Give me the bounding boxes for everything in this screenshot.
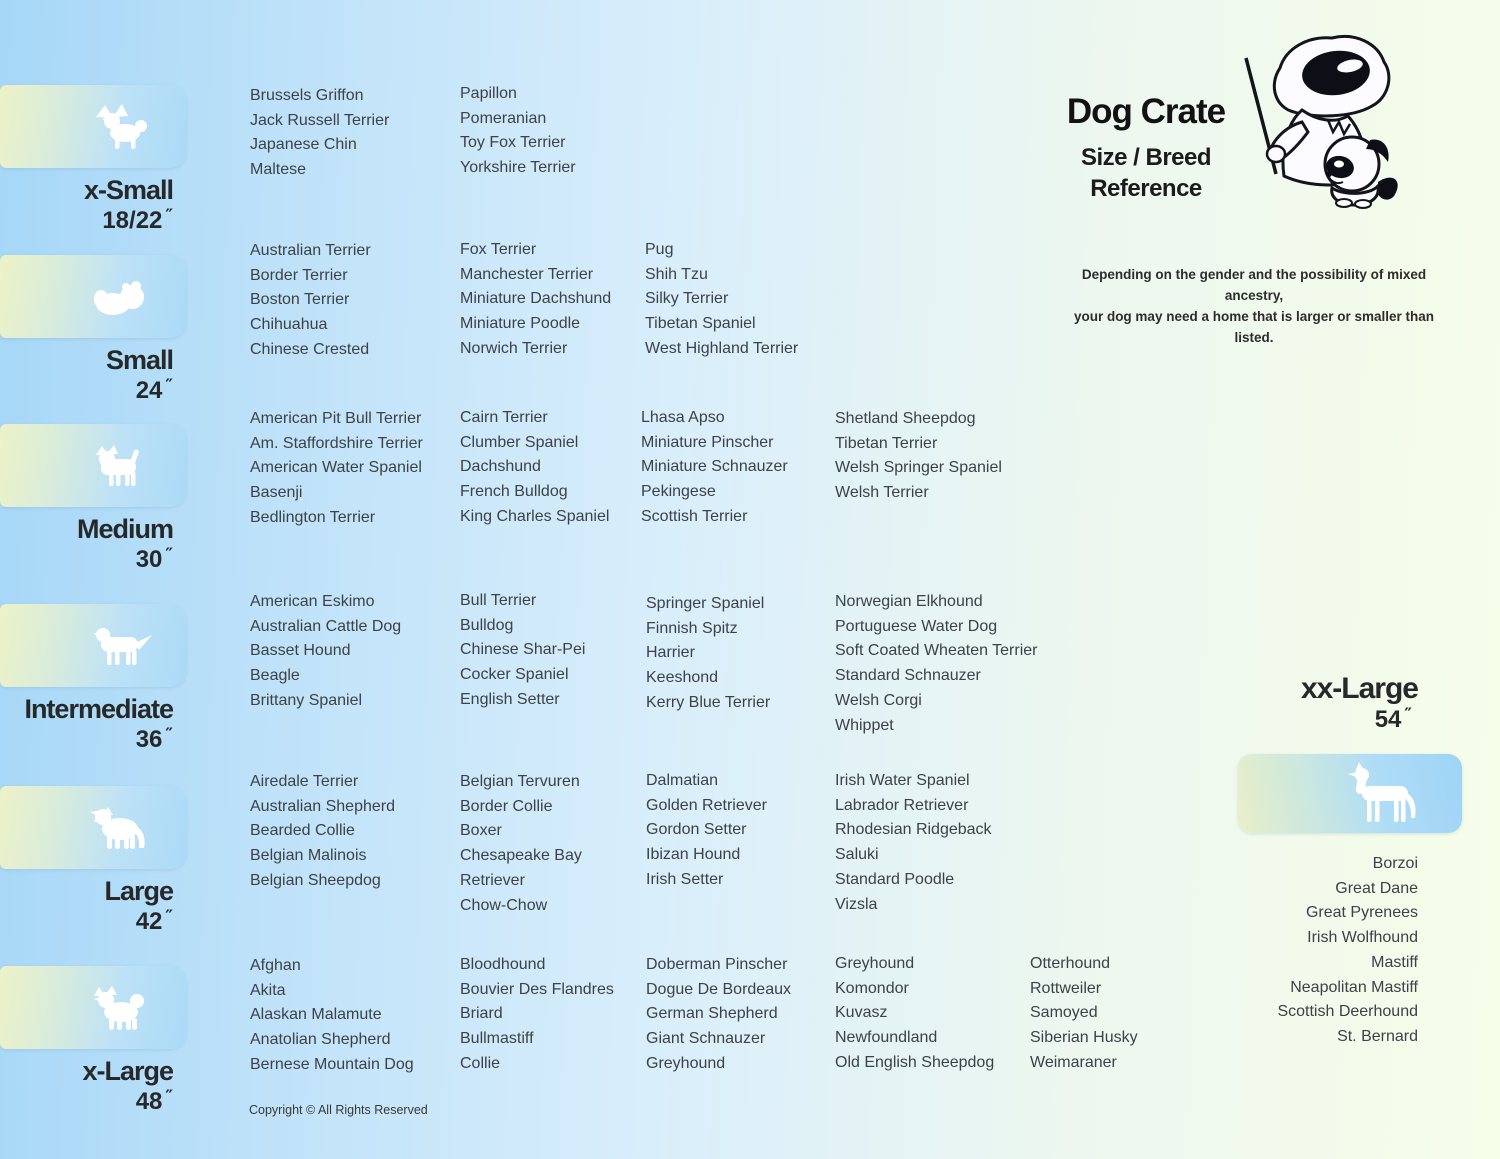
breed-name: Japanese Chin bbox=[250, 136, 357, 154]
breed-column-intermediate-1 bbox=[250, 590, 401, 714]
breed-name: Harrier bbox=[646, 644, 695, 662]
breed-column-medium-1 bbox=[250, 407, 423, 531]
breed-name: Old English Sheepdog bbox=[835, 1053, 995, 1071]
breed-name: Australian Cattle Dog bbox=[250, 617, 402, 635]
inch-mark: ″ bbox=[165, 725, 173, 745]
breed-name: Brittany Spaniel bbox=[250, 691, 363, 709]
breed-name: Brussels Griffon bbox=[250, 87, 364, 104]
breed-name: Clumber Spaniel bbox=[460, 433, 579, 451]
size-badge-x-large bbox=[0, 966, 186, 1049]
breed-name: Lhasa Apso bbox=[641, 409, 725, 426]
breed-name: Manchester Terrier bbox=[460, 265, 594, 283]
breed-column-intermediate-2 bbox=[460, 589, 585, 713]
breed-name: Neapolitan Mastiff bbox=[1290, 978, 1418, 996]
breed-name: Bullmastiff bbox=[460, 1030, 534, 1048]
size-badge-medium bbox=[0, 424, 186, 507]
breed-name: Scottish Terrier bbox=[641, 507, 748, 525]
breed-name: Papillon bbox=[460, 85, 517, 102]
size-inches: 36 ″ bbox=[135, 725, 173, 753]
breed-name: Pekingese bbox=[641, 483, 716, 501]
breed-name: Bedlington Terrier bbox=[250, 508, 376, 526]
breed-name: Jack Russell Terrier bbox=[250, 111, 390, 129]
breed-name: Scottish Deerhound bbox=[1277, 1003, 1418, 1021]
breed-name: Welsh Springer Spaniel bbox=[835, 459, 1002, 477]
size-label: Intermediate bbox=[24, 694, 173, 724]
breed-name: Norwich Terrier bbox=[460, 339, 568, 357]
breed-name: German Shepherd bbox=[646, 1005, 778, 1023]
breed-name: Rhodesian Ridgeback bbox=[835, 821, 992, 839]
breed-name: Chow-Chow bbox=[460, 896, 548, 914]
breed-name: Alaskan Malamute bbox=[250, 1006, 382, 1024]
breed-name: Dachshund bbox=[460, 458, 541, 476]
breed-column-small-1 bbox=[250, 239, 371, 363]
breed-name: Doberman Pinscher bbox=[646, 956, 788, 973]
breed-name: Bulldog bbox=[460, 616, 514, 634]
breed-name: Norwegian Elkhound bbox=[835, 593, 983, 610]
breed-name: Belgian Malinois bbox=[250, 847, 367, 865]
breed-name: Labrador Retriever bbox=[835, 796, 969, 814]
size-label: Medium bbox=[76, 514, 173, 544]
breed-name: Tibetan Terrier bbox=[835, 434, 938, 452]
size-label: Small bbox=[105, 345, 173, 375]
breed-name: Chinese Shar-Pei bbox=[460, 641, 586, 659]
breed-name: Irish Setter bbox=[646, 870, 724, 888]
breed-name: Weimaraner bbox=[1030, 1053, 1117, 1071]
inch-mark: ″ bbox=[165, 545, 173, 565]
breed-column-small-2 bbox=[460, 238, 611, 362]
breed-name: Miniature Poodle bbox=[460, 315, 581, 333]
size-inches: 18/22 ″ bbox=[102, 206, 173, 234]
breed-name: Kuvasz bbox=[835, 1004, 888, 1022]
breed-name: Belgian Tervuren bbox=[460, 773, 580, 790]
breed-name: Pomeranian bbox=[460, 109, 547, 127]
terrier-dog-icon bbox=[85, 442, 157, 490]
shepherd-dog-icon bbox=[85, 804, 157, 852]
size-inches: 24 ″ bbox=[135, 376, 173, 404]
breed-name: Boxer bbox=[460, 822, 502, 840]
breed-name: Finnish Spitz bbox=[646, 619, 738, 637]
breed-name: Dogue De Bordeaux bbox=[646, 980, 791, 998]
inch-mark: ″ bbox=[165, 907, 173, 927]
breed-name: Kerry Blue Terrier bbox=[646, 693, 771, 711]
breed-name: Otterhound bbox=[1030, 955, 1111, 972]
breed-column-large-4 bbox=[835, 769, 992, 917]
breed-name: Chihuahua bbox=[250, 316, 328, 334]
breed-name: Irish Wolfhound bbox=[1307, 929, 1418, 947]
breed-name: Siberian Husky bbox=[1030, 1029, 1138, 1047]
breed-name: Welsh Corgi bbox=[835, 691, 922, 709]
breed-name: Boston Terrier bbox=[250, 291, 350, 309]
breed-name: Saluki bbox=[835, 846, 879, 864]
breed-name: Gordon Setter bbox=[646, 821, 747, 839]
size-section-x-large bbox=[0, 966, 186, 1116]
breed-name: Belgian Sheepdog bbox=[250, 871, 381, 889]
breed-name: American Eskimo bbox=[250, 593, 375, 610]
breed-name: Newfoundland bbox=[835, 1029, 938, 1047]
breed-name: Borzoi bbox=[1372, 855, 1418, 872]
size-section-x-small bbox=[0, 85, 186, 235]
breed-name: Chinese Crested bbox=[250, 340, 370, 358]
breed-name: Keeshond bbox=[646, 669, 719, 687]
breed-name: Samoyed bbox=[1030, 1004, 1098, 1022]
breed-name: Bloodhound bbox=[460, 956, 546, 973]
breed-column-medium-3 bbox=[641, 406, 788, 530]
size-badge-intermediate bbox=[0, 604, 186, 687]
size-label: Large bbox=[104, 876, 173, 906]
breed-name: Australian Shepherd bbox=[250, 797, 395, 815]
breed-name: Ibizan Hound bbox=[646, 846, 741, 864]
breed-name: Whippet bbox=[835, 716, 894, 734]
breed-name: Anatolian Shepherd bbox=[250, 1031, 391, 1049]
breed-column-medium-4 bbox=[835, 407, 1002, 506]
size-badge-x-small bbox=[0, 85, 186, 168]
breed-name: Great Pyrenees bbox=[1305, 904, 1418, 922]
breed-name: Toy Fox Terrier bbox=[460, 134, 566, 152]
breed-name: Maltese bbox=[250, 161, 307, 179]
breed-name: Beagle bbox=[250, 667, 300, 685]
breed-column-x-large-2 bbox=[460, 953, 614, 1077]
breed-column-x-small-2 bbox=[460, 82, 576, 181]
breed-name: Yorkshire Terrier bbox=[460, 159, 576, 177]
breed-name: Miniature Dachshund bbox=[460, 290, 612, 308]
maltese-dog-icon bbox=[85, 273, 157, 321]
breed-name: Cairn Terrier bbox=[460, 409, 548, 426]
breed-name: Springer Spaniel bbox=[646, 595, 765, 612]
breed-name: Pug bbox=[645, 241, 674, 258]
poster-title: Dog Crate bbox=[1066, 92, 1226, 131]
inch-mark: ″ bbox=[165, 206, 173, 226]
breed-name: Welsh Terrier bbox=[835, 484, 929, 502]
inch-mark: ″ bbox=[165, 1087, 173, 1107]
breed-name: King Charles Spaniel bbox=[460, 507, 610, 525]
breed-name: Great Dane bbox=[1335, 879, 1418, 897]
breed-name: Am. Staffordshire Terrier bbox=[250, 434, 423, 452]
poster-subtitle: Size / Breed Reference bbox=[1080, 144, 1212, 202]
breed-name: Basenji bbox=[250, 484, 303, 502]
breed-name: Chesapeake Bay Retriever bbox=[460, 847, 582, 889]
breed-name: Shetland Sheepdog bbox=[835, 410, 976, 427]
breed-name: Rottweiler bbox=[1030, 979, 1102, 997]
breed-name: Greyhound bbox=[835, 955, 915, 972]
breed-column-x-small-1 bbox=[250, 84, 389, 183]
akita-dog-icon bbox=[85, 984, 157, 1032]
inch-mark: ″ bbox=[165, 376, 173, 396]
size-label: x-Large bbox=[82, 1056, 173, 1086]
size-label: x-Small bbox=[83, 175, 173, 205]
breed-column-intermediate-4 bbox=[835, 590, 1037, 738]
breed-name: Bernese Mountain Dog bbox=[250, 1055, 414, 1073]
breed-name: English Setter bbox=[460, 690, 560, 708]
breed-name: Cocker Spaniel bbox=[460, 666, 569, 684]
breed-column-x-large-4 bbox=[835, 952, 994, 1076]
breed-name: Golden Retriever bbox=[646, 796, 767, 814]
breed-name: Miniature Schnauzer bbox=[641, 458, 788, 476]
size-badge-small bbox=[0, 255, 186, 338]
breed-name: St. Bernard bbox=[1337, 1027, 1418, 1045]
breed-column-x-large-3 bbox=[646, 953, 791, 1077]
ancestry-note: Depending on the gender and the possibility of mixed ancestry, your dog may need a home that is larger or smaller than listed. bbox=[1073, 267, 1435, 345]
spaniel-dog-icon bbox=[85, 622, 157, 670]
breed-name: Soft Coated Wheaten Terrier bbox=[835, 642, 1038, 660]
size-inches-xx-large: 54 ″ bbox=[1374, 705, 1412, 733]
size-section-medium bbox=[0, 424, 186, 574]
size-badge-xx-large bbox=[1238, 754, 1462, 833]
breed-name: Bouvier Des Flandres bbox=[460, 980, 614, 998]
breed-column-x-large-5 bbox=[1030, 952, 1138, 1076]
great-dane-dog-icon bbox=[1338, 762, 1438, 826]
breed-column-large-1 bbox=[250, 770, 395, 894]
size-badge-large bbox=[0, 786, 186, 869]
breed-column-x-large-1 bbox=[250, 954, 414, 1078]
breed-name: Silky Terrier bbox=[645, 290, 729, 308]
breed-column-small-3 bbox=[645, 238, 798, 362]
breed-name: Afghan bbox=[250, 957, 301, 974]
breed-column-large-2 bbox=[460, 770, 612, 918]
sheepdog-teacher-illustration bbox=[1236, 24, 1428, 216]
breed-column-large-3 bbox=[646, 769, 767, 893]
size-section-large bbox=[0, 786, 186, 936]
breed-name: Standard Schnauzer bbox=[835, 667, 981, 685]
breed-name: Vizsla bbox=[835, 895, 878, 913]
size-section-intermediate bbox=[0, 604, 186, 754]
breed-name: Briard bbox=[460, 1005, 503, 1023]
size-inches: 42 ″ bbox=[135, 907, 173, 935]
breed-name: Tibetan Spaniel bbox=[645, 315, 756, 333]
size-inches: 48 ″ bbox=[135, 1087, 173, 1115]
breed-name: French Bulldog bbox=[460, 483, 568, 501]
breed-name: Greyhound bbox=[646, 1054, 726, 1072]
breed-column-medium-2 bbox=[460, 406, 609, 530]
breed-name: Bearded Collie bbox=[250, 822, 355, 840]
breed-name: Australian Terrier bbox=[250, 242, 371, 259]
breed-name: West Highland Terrier bbox=[645, 339, 799, 357]
size-inches: 30 ″ bbox=[135, 545, 173, 573]
breed-column-xx-large bbox=[1277, 852, 1418, 1050]
breed-name: Shih Tzu bbox=[645, 265, 708, 283]
breed-name: American Pit Bull Terrier bbox=[250, 410, 422, 427]
breed-column-intermediate-3 bbox=[646, 592, 770, 716]
breed-name: Dalmatian bbox=[646, 772, 719, 789]
breed-name: Border Collie bbox=[460, 797, 553, 815]
breed-name: Giant Schnauzer bbox=[646, 1030, 766, 1048]
breed-name: Standard Poodle bbox=[835, 870, 955, 888]
breed-name: Fox Terrier bbox=[460, 241, 537, 258]
breed-name: Basset Hound bbox=[250, 642, 351, 660]
breed-name: Airedale Terrier bbox=[250, 773, 359, 790]
breed-name: Mastiff bbox=[1371, 953, 1418, 971]
copyright-text: Copyright © All Rights Reserved bbox=[249, 1103, 428, 1117]
breed-name: Bull Terrier bbox=[460, 592, 537, 609]
breed-name: Komondor bbox=[835, 979, 909, 997]
breed-name: Akita bbox=[250, 981, 286, 999]
breed-name: American Water Spaniel bbox=[250, 459, 422, 477]
size-label-xx-large: xx-Large bbox=[1300, 672, 1418, 705]
breed-name: Irish Water Spaniel bbox=[835, 772, 970, 789]
inch-mark: ″ bbox=[1404, 705, 1412, 725]
papillon-dog-icon bbox=[85, 103, 157, 151]
breed-name: Portuguese Water Dog bbox=[835, 617, 998, 635]
breed-name: Border Terrier bbox=[250, 266, 348, 284]
breed-name: Collie bbox=[460, 1054, 501, 1072]
size-section-small bbox=[0, 255, 186, 405]
breed-name: Miniature Pinscher bbox=[641, 433, 774, 451]
